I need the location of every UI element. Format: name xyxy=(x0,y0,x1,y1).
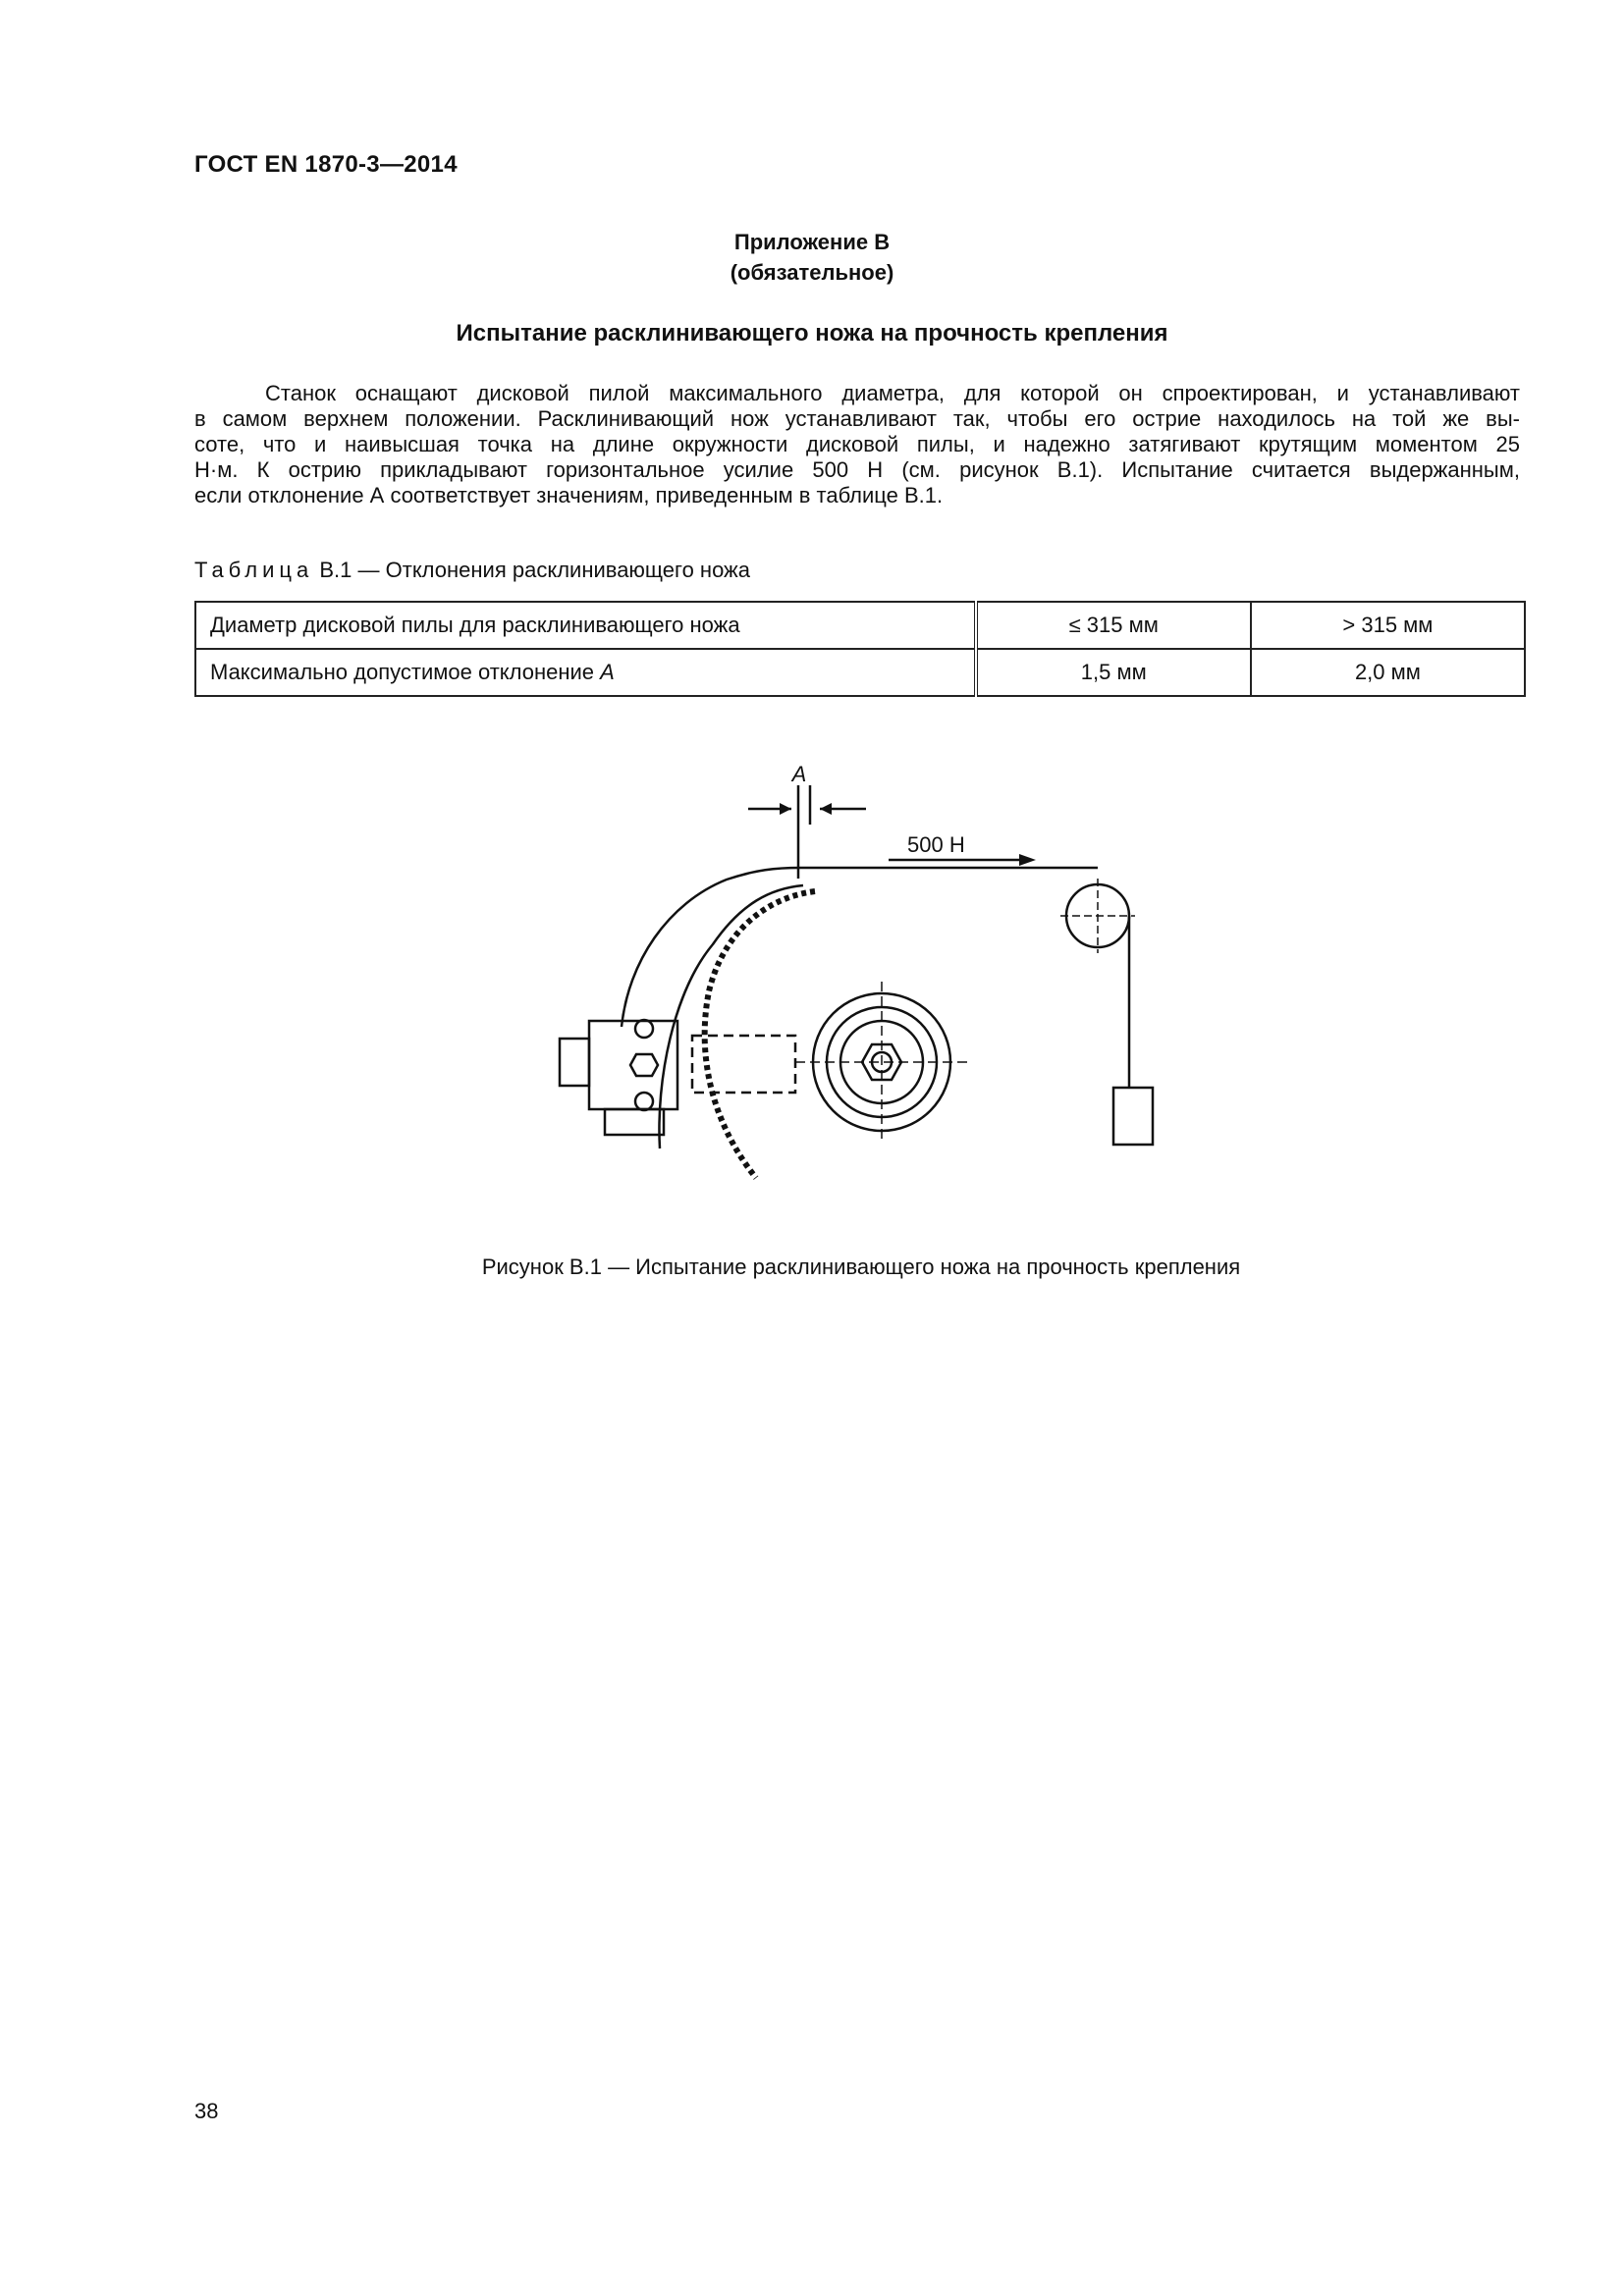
arrowhead-right xyxy=(820,803,832,815)
row-label-text: Диаметр дисковой пилы для расклинивающего ножа xyxy=(210,613,740,637)
bracket-stub xyxy=(560,1039,589,1086)
clamp-nut xyxy=(630,1054,658,1076)
row-label xyxy=(195,602,976,649)
table-cell: 2,0 мм xyxy=(1251,649,1525,696)
table-cell: > 315 мм xyxy=(1251,602,1525,649)
paragraph-line: Станок оснащают дисковой пилой максимального диаметра, для которой он спроектирован, и устанавливают xyxy=(265,381,1520,405)
row-label xyxy=(195,649,976,696)
force-arrowhead xyxy=(1019,854,1036,866)
row-label-text: Максимально допустимое отклонение xyxy=(210,660,601,684)
riving-knife-diagram xyxy=(550,746,1159,1217)
paragraph-line: в самом верхнем положении. Расклинивающий нож устанавливают так, чтобы его острие находилось на той же вы- xyxy=(194,406,1520,431)
table-row xyxy=(195,649,1525,696)
weight xyxy=(1113,1088,1153,1145)
arrowhead-left xyxy=(780,803,791,815)
body-paragraph xyxy=(194,381,1520,508)
row-label-symbol: A xyxy=(600,660,615,684)
table-cell: 1,5 мм xyxy=(976,649,1251,696)
table-cell: ≤ 315 мм xyxy=(976,602,1251,649)
clamp-hole-top xyxy=(635,1020,653,1038)
table-row xyxy=(195,602,1525,649)
paragraph-line: соте, что и наивысшая точка на длине окружности дисковой пилы, и надежно затягивают крутящим моментом 25 xyxy=(194,432,1520,456)
riving-knife-outer xyxy=(622,868,1098,1027)
table-caption-prefix: Таблица xyxy=(194,558,314,582)
deviation-table xyxy=(194,601,1526,697)
section-title: Испытание расклинивающего ножа на прочность крепления xyxy=(456,320,1168,347)
document-id: ГОСТ EN 1870-3—2014 xyxy=(194,151,458,178)
page-number: 38 xyxy=(194,2099,219,2123)
annex-title: Приложение В xyxy=(733,230,891,254)
label-force: 500 Н xyxy=(907,832,965,857)
table-caption xyxy=(194,558,750,583)
table-caption-text: В.1 — Отклонения расклинивающего ножа xyxy=(313,558,751,582)
paragraph-line: Н·м. К острию прикладывают горизонтальное усилие 500 Н (см. рисунок В.1). Испытание считается выдержанным, xyxy=(194,457,1520,482)
clamp-hole-bottom xyxy=(635,1093,653,1110)
mounting-base xyxy=(605,1109,664,1135)
paragraph-line: если отклонение А соответствует значениям, приведенным в таблице В.1. xyxy=(194,483,944,507)
riving-knife-inner xyxy=(659,885,803,1148)
figure-caption: Рисунок В.1 — Испытание расклинивающего ножа на прочность крепления xyxy=(481,1255,1241,1279)
annex-status: (обязательное) xyxy=(730,260,894,285)
label-a: A xyxy=(791,762,807,786)
